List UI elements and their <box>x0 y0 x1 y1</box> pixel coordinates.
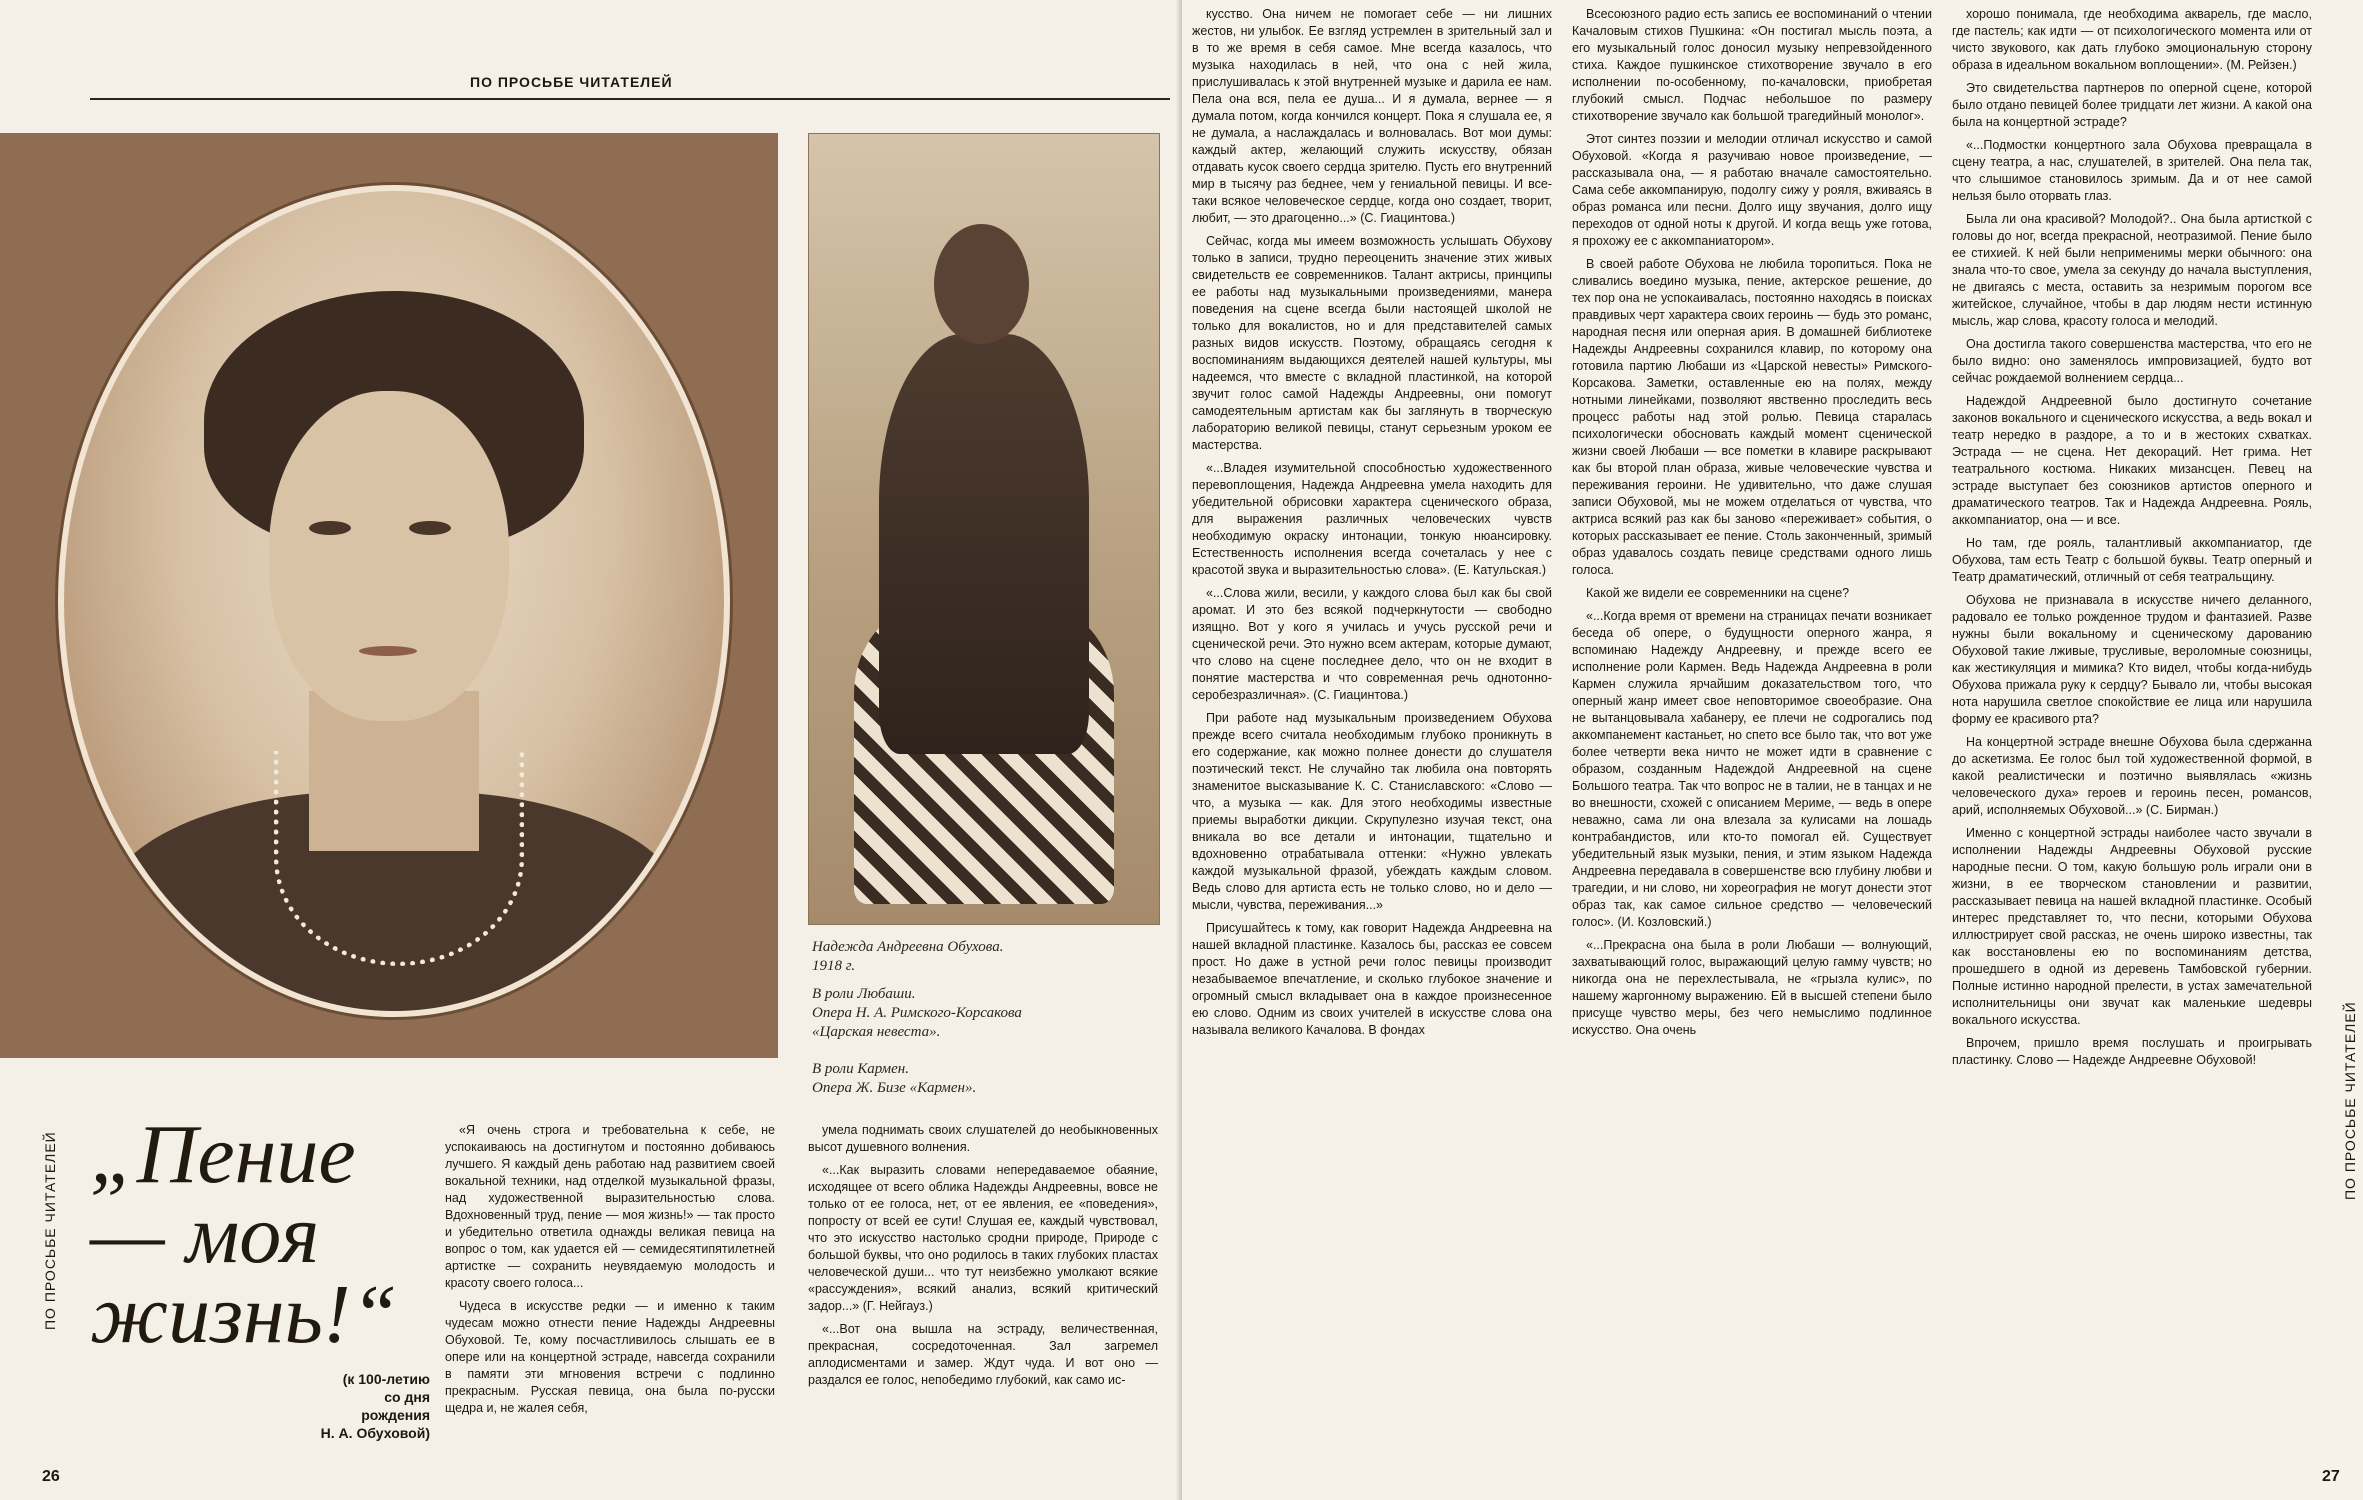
caption-role-lyubasha: В роли Любаши. Опера Н. А. Римского-Корсакова «Царская невеста». <box>812 986 1022 1040</box>
portrait-pearls <box>274 751 524 966</box>
caption-role-carmen: В роли Кармен. Опера Ж. Бизе «Кармен». <box>812 1061 977 1096</box>
article-subtitle: (к 100-летию со дня рождения Н. А. Обуховой) <box>320 1371 430 1441</box>
header-rule <box>90 98 1170 100</box>
portrait-face <box>269 391 509 721</box>
column-5: хорошо понимала, где необходима акварель, где масло, где пастель; как идти — от психологического момента или от чисто звукового, как дать глубоко эмоциональную сторону образа в идеальном вокальном воплощении». (М. Рейзен.) Это свидетельства партнеров по оперной сцене, которой было отдано певицей более тридцати лет жизни. А какой она была на концертной эстраде? «...Подмостки концертного зала Обухова превращала в сцену театра, а нас, слушателей, в зрителей. Она пела так, что слышимое становилось зримым. Да и от нее самой нельзя было оторвать глаз. Была ли она красивой? Молодой?.. Она была артисткой с головы до ног, всегда прекрасной, неотразимой. Пение было ее стихией. К ней были неприменимы мерки обычного: она знала что-то свое, умела за секунду до начала выступления, не двигаясь с места, оставить за незримым порогом все житейское, случайное, чтобы в дар людям нести истинную мысль, жар слова, красоту голоса и мелодий. Она достигла такого совершенства мастерства, что его не было видно: оно заменялось импровизацией, будто вот сейчас рождаемой волнением сердца... Надеждой Андреевной было достигнуто сочетание законов вокального и сценического искусства, а ведь вокал и театр нередко в раздоре, а то и в жестоких схватках. Эстрада — не сцена. Нет декораций. Нет грима. Нет театрального костюма. Никаких мизансцен. Певец на эстраде выступает без союзников артистов оперного и драматического театров. Так и Надежда Андреевна. Рояль, аккомпаниатор, она — и все. Но там, где рояль, талантливый аккомпаниатор, где Обухова, там есть Театр с большой буквы. Театр оперный и Театр драматический, отличный от себя театральщину. Обухова не признавала в искусстве ничего деланного, радовало ее только рожденное трудом и фантазией. Разве нужны были вокальному и сценическому дарованию Обуховой такие лживые, трусливые, вероломные союзницы, как жестикуляция и мимика? Кто видел, чтобы когда-нибудь Обухова прижала руку к сердцу? Бывало ли, чтобы высокая нота нарушила светлое спокойствие ее лица или нарушила форму ее красивого рта? На концертной эстраде внешне Обухова была сдержанна до аскетизма. Ее голос был той художественной формой, в какой реалистически и поэтично выявлялась «жизнь человеческого духа» героев и героинь песен, романсов, арий, исполняемых Обуховой...» (С. Бирман.) Именно с концертной эстрады наиболее часто звучали в исполнении Надежды Андреевны Обуховой русские народные песни. О том, какую большую роль играли они в жизни, в ее творческом становлении и развитии, рассказывает певица на нашей вкладной пластинке. Особый интерес представляет то, что песни, которыми Обухова иллюстрирует свой рассказ, не очень широко известны, так как восстановлены ею по воспоминаниям детства, прошедшего в одной из деревень Тамбовской губернии. Полные истинно народной прелести, в устах замечательной исполнительницы они звучат как маленькие шедевры вокального искусства. Впрочем, пришло время послушать и проигрывать пластинку. Слово — Надежде Андреевне Обуховой! <box>1952 7 2312 1067</box>
column-4: Всесоюзного радио есть запись ее воспоминаний о чтении Качаловым стихов Пушкина: «Он постигал мысль поэта, а его музыкальный голос доносил музыку непревзойденного стиха. Каждое пушкинское стихотворение звучало в его исполнении по-особенному, по-качаловски, приобретая глубокий смысл. Подчас небольшое по размеру стихотворение звучало как большой трагедийный монолог». Этот синтез поэзии и мелодии отличал искусство и самой Обуховой. «Когда я разучиваю новое произведение, — рассказывала она, — я работаю вначале самостоятельно. Сама себе аккомпанирую, подолгу сижу у рояля, вживаясь в образ романса или песни. Долго ищу звучания, долго ищу переходов от одной ноты к другой. И когда вещь уже готова, я прохожу ее с аккомпаниатором». В своей работе Обухова не любила торопиться. Пока не сливались воедино музыка, пение, актерское решение, до тех пор она не успокаивалась, постоянно находясь в поисках правдивых черт характера своих героинь — будь это романс, народная песня или оперная ария. В домашней библиотеке Надежды Андреевны сохранился клавир, по которому она готовила партию Любаши из «Царской невесты» Римского-Корсакова. Заметки, оставленные ею на полях, между нотными линейками, позволяют явственно проследить весь процесс работы над этой ролью. Певица старалась психологически обосновать каждый момент сценической жизни своей Любаши — все пометки в клавире раскрывают как бы второй план образа, живые человеческие чувства и переживания героини. Не удивительно, что даже слушая записи Обуховой, мы не можем отделаться от чувства, что актриса всякий раз как бы заново «переживает» события, о которых рассказывает ее пение. Столь законченный, зримый образ удавалось создать певице средствами одного лишь голоса. Какой же видели ее современники на сцене? «...Когда время от времени на страницах печати возникает беседа об опере, о будущности оперного жанра, я вспоминаю Надежду Андреевну, и прежде всего ее исполнение роли Кармен. Ведь Надежда Андреевна в роли Кармен служила ярчайшим доказательством того, что оперный жанр имеет свое неповторимое своеобразие. Она не вытанцовывала хабанеру, ее плечи не содрогались под аккомпанемент кастаньет, но спето все было так, что вот уже более четверти века ничто не может идти в сравнение с образом, созданным Надеждой Андреевной на сцене Большого театра. Так что вопрос не в талии, не в танцах и не во внешности, схожей с описанием Мериме, — ведь в опере неважно, сама ли она влезала за кулисами на лошадь контрабандистов, или кто-то помогал ей. Существует убедительный язык музыки, пения, и этим языком Надежда Андреевна передавала в совершенстве всю глубину любви и трагедии, и ни слово, ни хореография не могут донести этот образ так, как самое сильное средство — человеческий голос». (И. Козловский.) «...Прекрасна она была в роли Любаши — волнующий, захватывающий голос, выражающий целую гамму чувств; но никогда она не перехлестывала, не «грызла кулис», по нашему жаргонному выражению. Ей в высшей степени было присуще чувство меры, без чего немыслимо подлинное искусство. Она очень <box>1572 7 1932 1037</box>
caption-main: Надежда Андреевна Обухова. 1918 г. <box>812 939 1004 974</box>
right-page <box>1182 0 2363 1500</box>
portrait-panel <box>0 133 778 1058</box>
portrait-eye-right <box>409 521 451 535</box>
portrait-eye-left <box>309 521 351 535</box>
side-label-right: ПО ПРОСЬБЕ ЧИТАТЕЛЕЙ <box>2342 1001 2358 1200</box>
carmen-role-photo <box>808 133 1160 925</box>
page-number-right: 27 <box>2322 1468 2340 1485</box>
portrait-mouth <box>359 646 417 656</box>
portrait-oval-photo <box>58 185 730 1017</box>
page-number-left: 26 <box>42 1468 60 1485</box>
figure-body <box>879 334 1089 754</box>
column-2: умела поднимать своих слушателей до необыкновенных высот душевного волнения. «...Как выразить словами непередаваемое обаяние, исходящее от всего облика Надежды Андреевны, вовсе не только от ее голоса, нет, от ее явления, ее «поведения», попросту от всей ее сути! Слушая ее, каждый чувствовал, что это искусство настолько сродни природе, Природе с большой буквы, что оно родилось в таких глубоких пластах человеческой души... что тут неизбежно умолкают всякие «рассуждения», всякий анализ, всякий критический задор...» (Г. Нейгауз.) «...Вот она вышла на эстраду, величественная, прекрасная, сосредоточенная. Зал загремел аплодисментами и замер. Ждут чуда. И вот оно — раздался ее голос, непобедимо глубокий, как само ис- <box>808 1123 1158 1387</box>
column-1: «Я очень строга и требовательна к себе, не успокаиваюсь на достигнутом и постоянно добиваюсь лучшего. Я каждый день работаю над развитием своей вокальной техники, над отделкой музыкальной фразы, над художественной выразительностью слова. Вдохновенный труд, пение — моя жизнь!» — так просто и убедительно ответила однажды великая певица на вопрос о том, как удается ей — семидесятипятилетней артистке — сохранить неувядаемую молодость и красоту своего голоса... Чудеса в искусстве редки — и именно к таким чудесам можно отнести пение Надежды Андреевны Обуховой. Те, кому посчастливилось слышать ее в опере или на концертной эстраде, навсегда сохранили в памяти эти мгновения встречи с подлинно прекрасным. Русская певица, она была по-русски щедра и, не жалея себя, <box>445 1123 775 1415</box>
figure-head <box>934 224 1029 344</box>
side-label-left: ПО ПРОСЬБЕ ЧИТАТЕЛЕЙ <box>42 1131 58 1330</box>
column-3: кусство. Она ничем не помогает себе — ни лишних жестов, ни улыбок. Ее взгляд устремлен в зрительный зал и в то же время в себя самое. Мне всегда казалось, что музыка находилась в ней, что она с ней жила, прислушивалась к этой внутренней музыке и дарила ее нам. Пела она вся, пела ее душа... И я думала, вернее — я думала потом, когда кончился концерт. Пока я слушала ее, я не думала, а наслаждалась и волновалась. Вот мои думы: каждый актер, желающий служить искусству, обязан отдавать кусок своего сердца зрителю. Пусть его внутренний мир в тысячу раз беднее, чем у гениальной певицы. И все-таки всякое человеческое сердце, когда оно создает, творит, любит, — это драгоценно...» (С. Гиацинтова.) Сейчас, когда мы имеем возможность услышать Обухову только в записи, трудно переоценить значение этих живых свидетельств ее современников. Талант актрисы, принципы ее работы над музыкальными произведениями, манера поведения на сцене всегда были настоящей школой не только для вокалистов, но и для представителей самых разных видов искусств. Поэтому, обращаясь сегодня к воспоминаниям выдающихся деятелей нашей культуры, мы надеемся, что вместе с вкладной пластинкой, на которой звучит голос самой Надежды Андреевны, они помогут самодеятельным артистам как бы заглянуть в творческую лабораторию великой певицы, станут серьезным уроком ее мастерства. «...Владея изумительной способностью художественного перевоплощения, Надежда Андреевна умела находить для убедительной обрисовки характера сценического образа, для выражения различных человеческих чувств необходимую окраску интонации, тонкую нюансировку. Естественность исполнения всегда сочеталась у нее с красотой звука и выразительностью слова». (Е. Катульская.) «...Слова жили, весили, у каждого слова был как бы свой аромат. И это без всякой подчеркнутости — свободно изящно. Вот у кого я училась и учусь русской речи и сценической речи. Это нужно всем актерам, которые думают, что слово на сцене последнее дело, что он не входит в понятие мастерства и что современная речь однотонно-серобезразличная». (С. Гиацинтова.) При работе над музыкальным произведением Обухова прежде всего считала необходимым глубоко проникнуть в его содержание, как можно полнее донести до слушателя поэтический текст. Не случайно так любила она повторять знаменитое высказывание К. С. Станиславского: «Слово — что, а музыка — как. Для этого необходимы известные приемы выработки дикции. Скрупулезно изучая текст, она вникала во все детали и интонации, тщательно и вдохновенно отрабатывала оттенки: «Нужно увлекать каждой музыкальной фразой, убеждать каждым словом. Ведь слово для артиста есть не только слово, но и дело — мысли, чувства, переживания...» Присушайтесь к тому, как говорит Надежда Андреевна на нашей вкладной пластинке. Казалось бы, рассказ ее совсем прост. Но даже в устной речи голос певицы производит незабываемое впечатление, и сколько глубокое значение и огромный смысл вкладывает она в каждое произнесенное ею слово. Одним из своих учителей в искусстве слова она называла великого Качалова. В фондах <box>1192 7 1552 1037</box>
article-title: „Пение — моя жизнь!“ <box>90 1108 398 1361</box>
running-head: ПО ПРОСЬБЕ ЧИТАТЕЛЕЙ <box>470 74 673 90</box>
